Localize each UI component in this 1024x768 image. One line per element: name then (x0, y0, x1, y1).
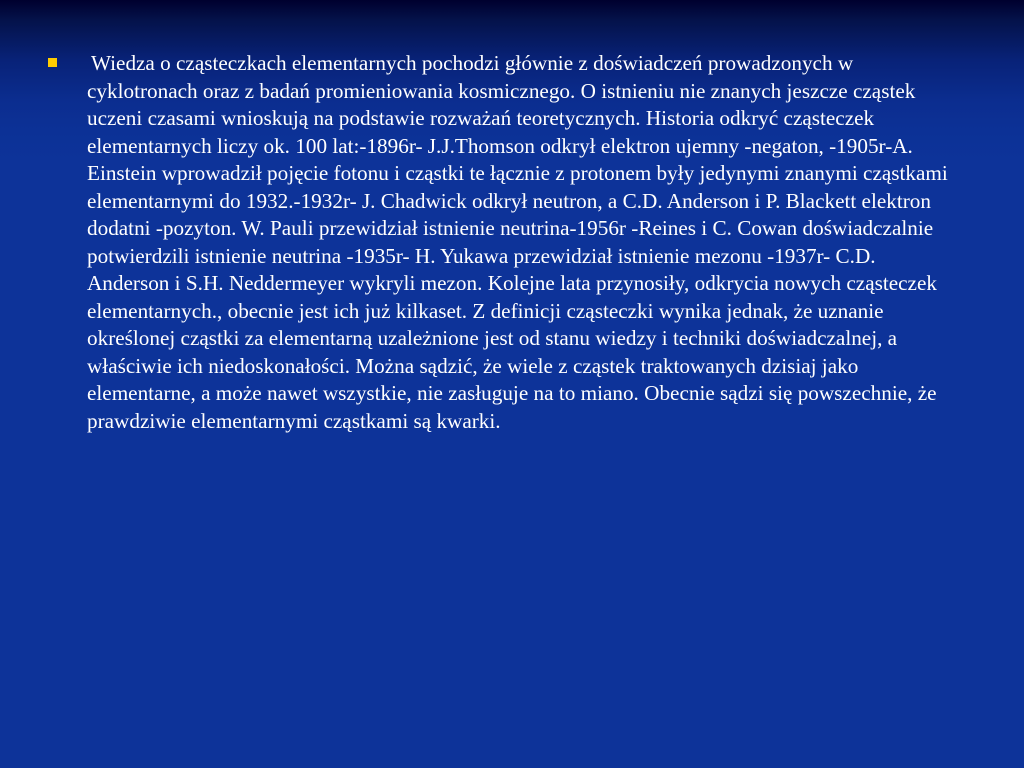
square-bullet-icon (48, 58, 57, 67)
bullet-text: Wiedza o cząsteczkach elementarnych pochodzi głównie z doświadczeń prowadzonych w cyklotronach oraz z badań promieniowania kosmicznego. O istnieniu nie znanych jeszcze cząstek uczeni czasami wnioskują na podstawie rozważań teoretycznych. Historia odkryć cząsteczek elementarnych liczy ok. 100 lat:-1896r- J.J.Thomson odkrył elektron ujemny -negaton, -1905r-A. Einstein wprowadził pojęcie fotonu i cząstki te łącznie z protonem były jedynymi znanymi cząstkami elementarnymi do 1932.-1932r- J. Chadwick odkrył neutron, a C.D. Anderson i P. Blackett elektron dodatni -pozyton. W. Pauli przewidział istnienie neutrina-1956r -Reines i C. Cowan doświadczalnie potwierdzili istnienie neutrina -1935r- H. Yukawa przewidział istnienie mezonu -1937r- C.D. Anderson i S.H. Neddermeyer wykryli mezon. Kolejne lata przynosiły, odkrycia nowych cząsteczek elementarnych., obecnie jest ich już kilkaset. Z definicji cząsteczki wynika jednak, że uznanie określonej cząstki za elementarną uzależnione jest od stanu wiedzy i techniki doświadczalnej, a właściwie ich niedoskonałości. Można sądzić, że wiele z cząstek traktowanych dzisiaj jako elementarne, a może nawet wszystkie, nie zasługuje na to miano. Obecnie sądzi się powszechnie, że prawdziwie elementarnymi cząstkami są kwarki. (87, 51, 948, 433)
